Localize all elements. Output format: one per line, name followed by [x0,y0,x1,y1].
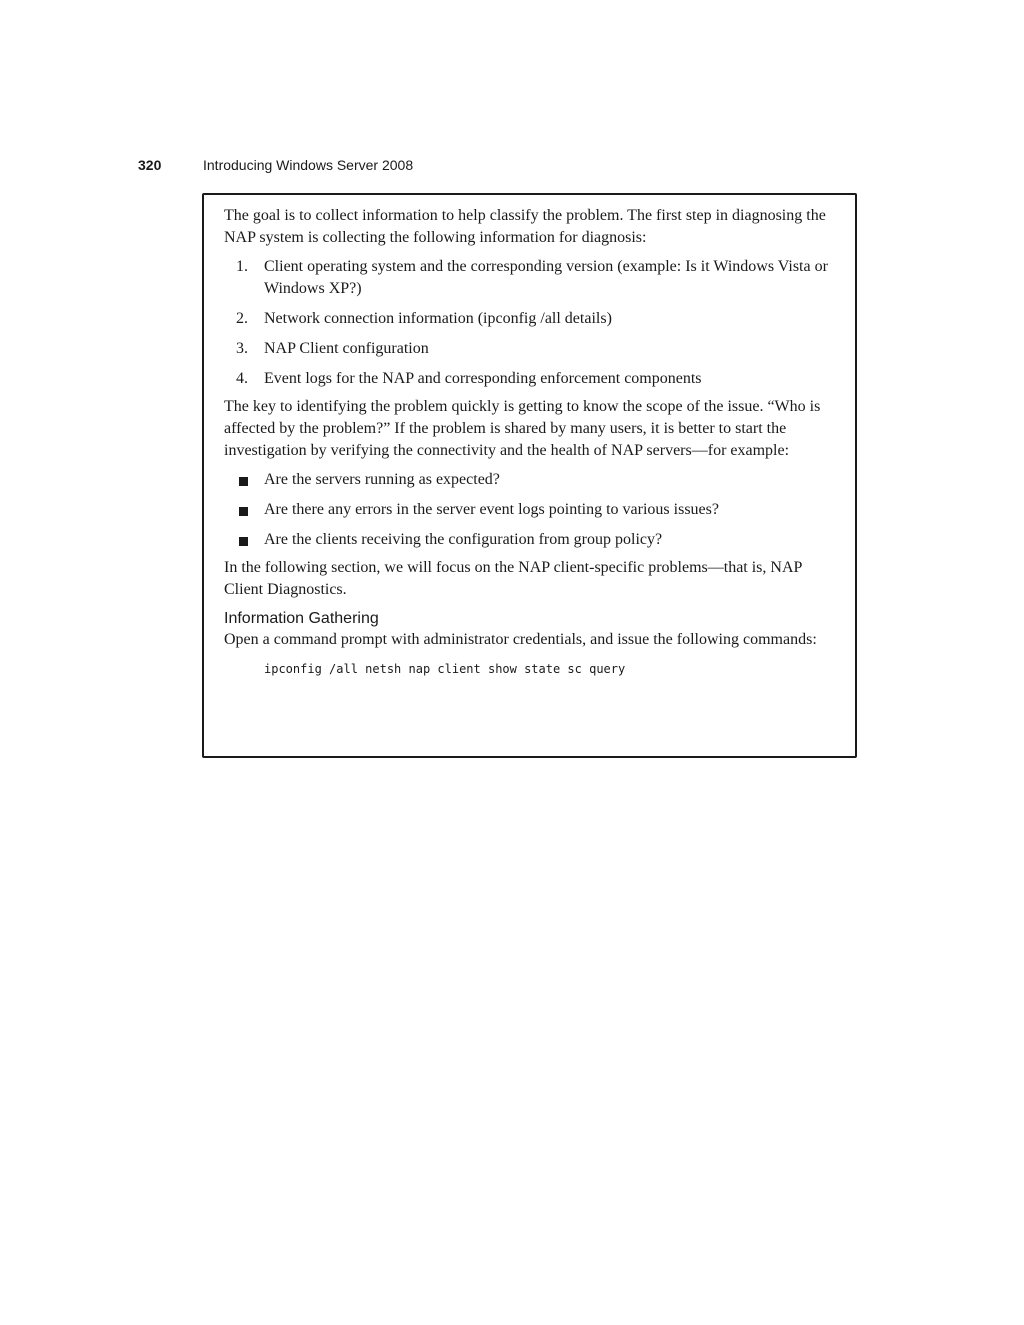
page-number: 320 [138,157,162,173]
square-bullet-icon [239,477,248,486]
list-item [224,308,835,330]
code-block: ipconfig /all netsh nap client show state sc query [264,662,626,676]
list-number: 3. [236,340,248,357]
list-number: 4. [236,370,248,387]
following-paragraph: In the following section, we will focus on the NAP client-specific problems—that is, NAP Client Diagnostics. [224,559,802,598]
list-item [224,256,835,300]
bullet-list [224,469,835,551]
square-bullet-icon [239,507,248,516]
list-item [224,368,835,390]
instruction-paragraph: Open a command prompt with administrator credentials, and issue the following commands: [224,631,817,648]
list-item-text: Are there any errors in the server event logs pointing to various issues? [264,501,719,518]
list-item [224,469,835,491]
list-item-text: Are the clients receiving the configuration from group policy? [264,531,663,548]
list-item [224,499,835,521]
list-number: 1. [236,258,248,275]
list-item-text: Network connection information (ipconfig /all details) [264,310,612,327]
list-item [224,338,835,360]
scope-paragraph: The key to identifying the problem quickly is getting to know the scope of the issue. “Who is affected by the problem?” If the problem is shared by many users, it is better to start the investigation by verifying the connectivity and the health of NAP servers—for example: [224,398,821,459]
list-number: 2. [236,310,248,327]
list-item-text: Client operating system and the corresponding version (example: Is it Windows Vista or Windows XP?) [264,258,828,297]
section-heading: Information Gathering [224,610,379,627]
square-bullet-icon [239,537,248,546]
sidebar-box [202,193,857,758]
list-item-text: Are the servers running as expected? [264,471,500,488]
intro-paragraph: The goal is to collect information to help classify the problem. The first step in diagnosing the NAP system is collecting the following information for diagnosis: [224,207,826,246]
list-item-text: Event logs for the NAP and corresponding enforcement components [264,370,702,387]
book-title: Introducing Windows Server 2008 [203,157,414,173]
list-item-text: NAP Client configuration [264,340,429,357]
running-head [138,156,413,174]
list-item [224,529,835,551]
numbered-list [224,256,835,390]
